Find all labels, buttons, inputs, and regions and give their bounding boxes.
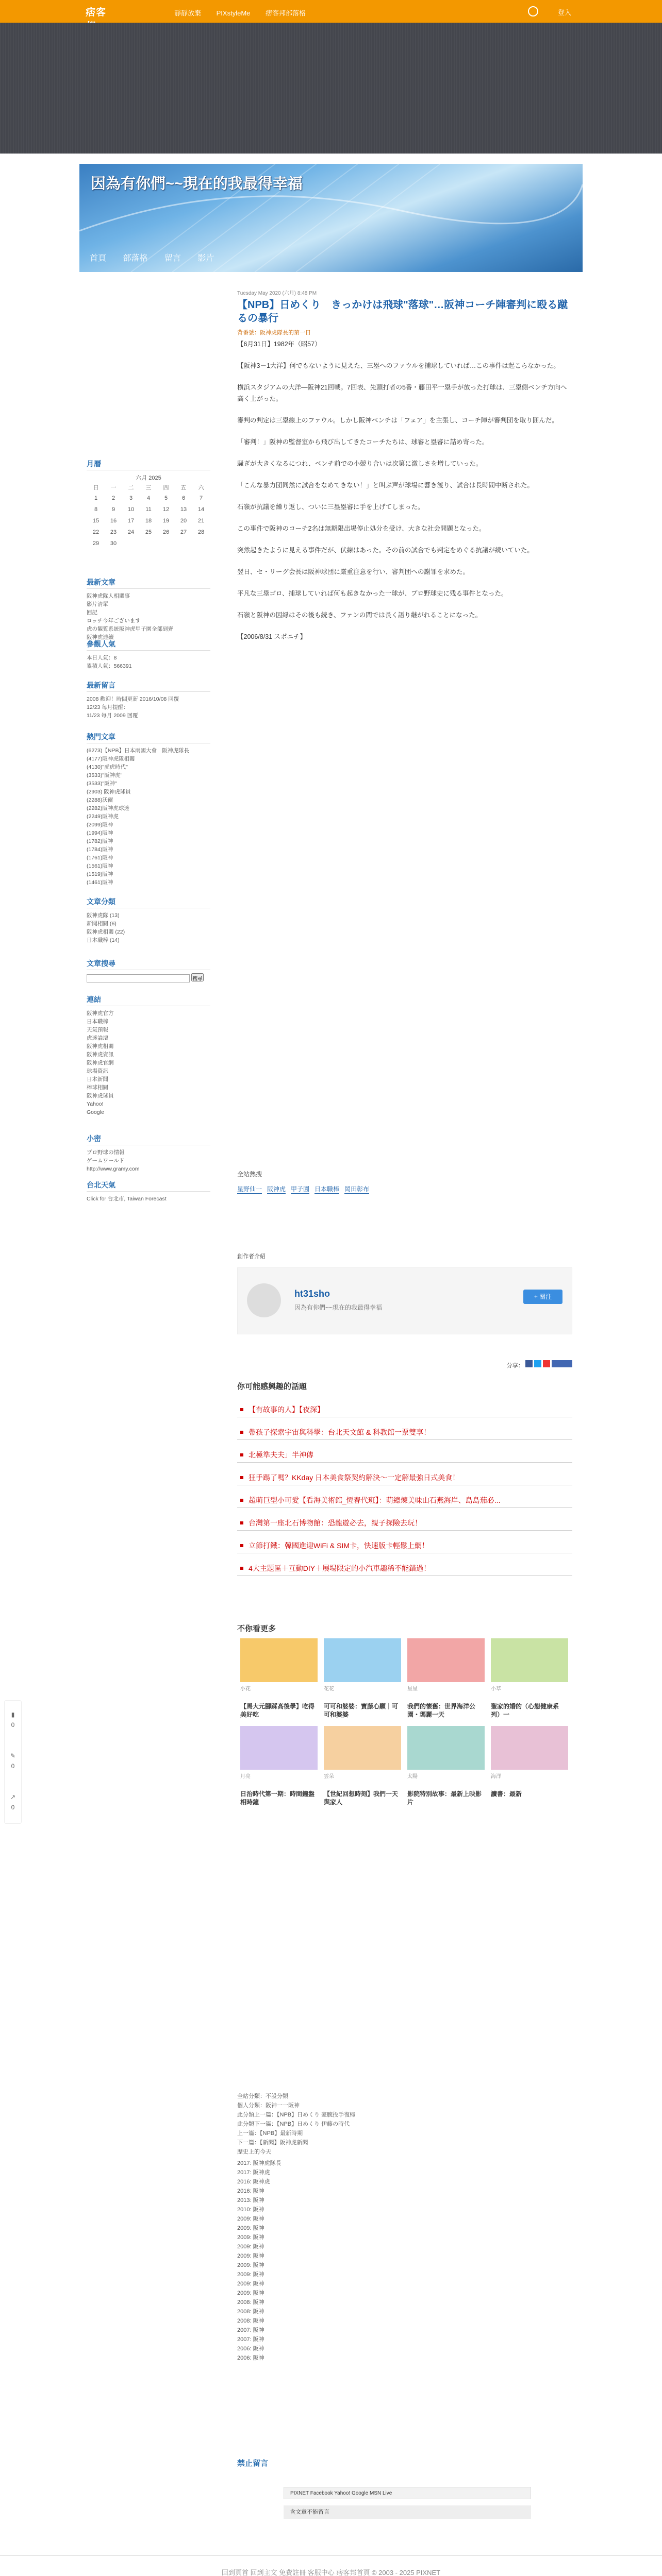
calendar-day[interactable]: 30	[110, 540, 117, 547]
newest-title: 最新文章	[87, 577, 210, 589]
blog-header	[79, 164, 583, 272]
article-card[interactable]	[240, 1638, 318, 1719]
history-item[interactable]: 2017: 阪神虎	[237, 2170, 270, 2176]
calendar-day[interactable]: 29	[92, 540, 100, 547]
calendar-day[interactable]: 4	[146, 495, 151, 501]
card-title[interactable]: 我們的懷舊：世界海洋公園・瑪麗一天	[407, 1703, 476, 1718]
calendar-weekday: 二	[128, 485, 134, 491]
history-item[interactable]: 2009: 阪神	[237, 2234, 264, 2241]
card-title[interactable]: 影院特別故事：最新上映影片	[407, 1790, 482, 1806]
category-item[interactable]: 阪神虎相關 (22)	[87, 929, 125, 935]
calendar-day[interactable]: 1	[94, 495, 98, 501]
history-item[interactable]: 2009: 阪神	[237, 2272, 264, 2278]
hot-widget	[87, 732, 210, 887]
calendar-day[interactable]	[193, 538, 209, 549]
card-thumbnail[interactable]	[407, 1726, 485, 1770]
calendar-day[interactable]: 15	[92, 518, 100, 524]
card-thumbnail[interactable]	[240, 1638, 318, 1682]
post-date: Tuesday May 2020 (六月) 8:48 PM	[237, 291, 317, 296]
calendar-month: 六月 2025	[136, 475, 161, 481]
article-card[interactable]	[491, 1726, 568, 1798]
link-item[interactable]: 日本新聞	[87, 1076, 108, 1082]
history-item[interactable]: 2016: 阪神虎	[237, 2179, 270, 2185]
post-body	[237, 338, 572, 642]
post-info	[237, 2092, 572, 2363]
calendar-weekday: 五	[180, 485, 187, 491]
calendar-title: 月曆	[87, 459, 210, 470]
related-item[interactable]: 立節打鐵：韓國進迎WiFi & SIM卡，快速版卡輕鬆上網！	[237, 1538, 572, 1553]
calendar-day[interactable]: 2	[111, 495, 115, 501]
calendar-weekday: 三	[145, 485, 152, 491]
info-line[interactable]: 上一篇：【NPB】最新時期	[237, 2130, 303, 2137]
author-label	[237, 1252, 572, 1260]
share-bar	[237, 1360, 572, 1369]
tag-link[interactable]: 甲子園	[291, 1185, 310, 1193]
search-input[interactable]	[87, 974, 190, 982]
comments-title: 最新留言	[87, 680, 210, 692]
link-item[interactable]: 日本職棒	[87, 1019, 108, 1025]
blog-nav-item[interactable]: 影片	[197, 254, 214, 263]
calendar-day[interactable]: 13	[180, 506, 187, 513]
link-item[interactable]: 阪神虎官網	[87, 1060, 114, 1066]
history-item[interactable]: 2007: 阪神	[237, 2327, 264, 2333]
post-paragraph: 翌日、セ・リーグ会長は阪神球団に厳重注意を行い、審判団への謝罪を求めた。	[237, 568, 470, 575]
card-thumbnail[interactable]	[491, 1726, 568, 1770]
visitors-widget	[87, 639, 210, 670]
hot-item[interactable]: (1761)阪神	[87, 855, 113, 861]
comments-widget	[87, 680, 210, 720]
article	[237, 289, 572, 653]
calendar-day[interactable]	[123, 538, 139, 549]
blog-nav-item[interactable]: 留言	[164, 254, 181, 263]
link-item[interactable]: 阪神虎官方	[87, 1010, 114, 1016]
link-item[interactable]: Google	[87, 1109, 104, 1115]
category-item[interactable]: 日本職棒 (14)	[87, 937, 120, 943]
article-card[interactable]	[407, 1638, 485, 1719]
category-item[interactable]: 阪神虎隊 (13)	[87, 912, 120, 919]
login-button[interactable]: 登入	[557, 9, 571, 16]
twitter-icon[interactable]	[534, 1360, 541, 1367]
calendar-weekday: 六	[198, 485, 204, 491]
link-item[interactable]: 虎迷論壇	[87, 1035, 108, 1041]
author-sub: 因為有你們~~現在的我最得幸福	[294, 1304, 383, 1311]
tags-section	[237, 1170, 572, 1194]
related-item[interactable]: 4大主題區＋互動DIY＋展場限定的小汽車趣稀不能錯過！	[237, 1561, 572, 1576]
history-item[interactable]: 2009: 阪神	[237, 2244, 264, 2250]
blog-title[interactable]: 因為有你們~~現在的我最得幸福	[91, 176, 303, 192]
ad-banner	[0, 23, 662, 154]
calendar-day[interactable]: 18	[145, 518, 152, 524]
search-widget	[87, 958, 210, 982]
hot-item[interactable]: (1782)阪神	[87, 838, 113, 844]
calendar-day[interactable]: 26	[162, 529, 170, 535]
category-title: 文章分類	[87, 896, 210, 908]
visitor-today: 本日人氣：8	[87, 655, 117, 661]
hot-item[interactable]: (2903) 阪神虎球員	[87, 789, 131, 795]
calendar-day[interactable]: 20	[180, 518, 187, 524]
link-item[interactable]: 球場資訊	[87, 1068, 108, 1074]
share-label: 分享：	[506, 1363, 524, 1369]
info-line[interactable]: 此分類上一篇：【NPB】日めくり 豪腕投手復帰	[237, 2112, 356, 2118]
like-button[interactable]	[552, 1360, 572, 1367]
calendar-widget	[87, 459, 210, 550]
calendar-day[interactable]: 27	[180, 529, 187, 535]
avatar[interactable]	[247, 1283, 281, 1317]
nav-item[interactable]: 靜靜放棄	[174, 9, 202, 17]
hot-item[interactable]: (2099)阪神	[87, 822, 113, 828]
card-thumbnail[interactable]	[407, 1638, 485, 1682]
post-paragraph: 騒ぎが大きくなるにつれ、ベンチ前での小競り合いは次第に激しさを増していった。	[237, 460, 483, 467]
author-card	[237, 1267, 572, 1334]
tag-link[interactable]: 日本職棒	[315, 1185, 340, 1193]
article-card[interactable]	[240, 1726, 318, 1806]
calendar-day[interactable]: 12	[162, 506, 170, 513]
card-user[interactable]: 花花	[324, 1686, 334, 1692]
nav-item[interactable]: PIXstyleMe	[216, 9, 251, 17]
link-item[interactable]: 天氣預報	[87, 1027, 108, 1033]
hot-item[interactable]: (1461)阪神	[87, 879, 113, 886]
weather-title: 台北天氣	[87, 1180, 210, 1192]
history-item[interactable]: 2009: 阪神	[237, 2290, 264, 2296]
blog-nav-item[interactable]: 首頁	[90, 254, 107, 263]
pixnet-logo[interactable]: 痞客	[86, 7, 107, 18]
newest-item[interactable]: ロッチ今年ございます	[87, 618, 141, 624]
calendar-day[interactable]	[175, 538, 192, 549]
calendar-day[interactable]: 5	[164, 495, 168, 501]
post-paragraph: 「審判！」阪神の監督室から飛び出してきたコーチたちは、球審と塁審に詰め寄った。	[237, 438, 489, 446]
card-thumbnail[interactable]	[324, 1726, 401, 1770]
link-item[interactable]: 阪神虎相關	[87, 1043, 114, 1049]
info-line[interactable]: 全站分類：不設分類	[237, 2093, 288, 2099]
post-paragraph: 石嶺と阪神の因縁はその後も続き、ファンの間では長く語り継がれることになった。	[237, 612, 482, 619]
history-item[interactable]: 2017: 阪神虎隊長	[237, 2160, 282, 2166]
search-title: 文章搜尋	[87, 958, 210, 970]
post-title[interactable]: 【NPB】日めくり きっかけは飛球"落球"…阪神コーチ陣審判に殴る蹴るの暴行	[237, 299, 568, 324]
post-paragraph: 「こんな暴力団同然に試合をなめてきない！」と叫ぶ声が球場に響き渡り、試合は長時間中断された。	[237, 482, 534, 489]
history-item[interactable]: 2009: 阪神	[237, 2225, 264, 2231]
hot-item[interactable]: (2282)阪神虎球迷	[87, 805, 129, 811]
hot-item[interactable]: (4130)"虎虎時代"	[87, 764, 128, 770]
blog-nav	[90, 251, 228, 263]
info-line[interactable]: 歷史上的今天	[237, 2149, 271, 2155]
search-button[interactable]: 搜尋	[191, 973, 204, 981]
article-card[interactable]	[407, 1726, 485, 1806]
calendar-day[interactable]: 16	[110, 518, 117, 524]
history-item[interactable]: 2009: 阪神	[237, 2281, 264, 2287]
related-item[interactable]: 超萌巨型小可愛【看海美術館_恆春代班】：萌總煉美味山石燕海岸、島島茄必...	[237, 1493, 572, 1508]
small-item[interactable]: ゲームワールド	[87, 1158, 125, 1164]
hot-title: 熱門文章	[87, 732, 210, 743]
calendar-day[interactable]	[158, 538, 174, 549]
history-item[interactable]: 2008: 阪神	[237, 2299, 264, 2306]
info-line[interactable]: 個人分類：阪神一一阪神	[237, 2103, 300, 2109]
hot-item[interactable]: (1784)阪神	[87, 846, 113, 853]
calendar-day[interactable]: 9	[111, 506, 115, 513]
comment-item[interactable]: 12/23 每月提醒：	[87, 704, 129, 710]
card-thumbnail[interactable]	[491, 1638, 568, 1682]
card-title[interactable]: 讀書：最新	[491, 1790, 522, 1798]
post-tags-line[interactable]: 背番號：阪神虎隊長的第一日	[237, 330, 311, 336]
nav-item[interactable]: 痞客邦部落格	[266, 9, 306, 17]
small-item[interactable]: プロ野球の情報	[87, 1149, 125, 1156]
history-item[interactable]: 2008: 阪神	[237, 2318, 264, 2324]
comment-icon[interactable]: ✎	[10, 1752, 16, 1759]
hot-item[interactable]: (1519)阪神	[87, 871, 113, 877]
hot-item[interactable]: (1994)阪神	[87, 830, 113, 836]
calendar-day[interactable]: 3	[129, 495, 133, 501]
card-user[interactable]: 海洋	[491, 1774, 501, 1780]
link-item[interactable]: 阪神虎球員	[87, 1093, 114, 1099]
calendar-day[interactable]: 25	[145, 529, 152, 535]
plurk-icon[interactable]	[543, 1360, 550, 1367]
post-paragraph: 審判の判定は三塁線上のファウル。しかし阪神ベンチは「フェア」を主張し、コーチ陣が審判団を取り囲んだ。	[237, 417, 558, 424]
newest-item[interactable]: 回記	[87, 609, 97, 616]
more-title: 不你看更多	[237, 1624, 276, 1633]
article-card[interactable]	[491, 1638, 568, 1719]
calendar-day[interactable]: 21	[197, 518, 205, 524]
article-card[interactable]	[324, 1726, 401, 1806]
card-user[interactable]: 小草	[491, 1686, 501, 1692]
card-user[interactable]: 星星	[407, 1686, 418, 1692]
newest-item[interactable]: 阪神虎隊人相關事	[87, 593, 130, 599]
calendar-day[interactable]: 14	[197, 506, 205, 513]
card-title[interactable]: 【世紀回想時刻】我們一天與家人	[324, 1790, 399, 1806]
forbid-note: 含文章不能留言	[284, 2505, 531, 2519]
calendar-day[interactable]: 7	[199, 495, 203, 501]
calendar-day[interactable]	[140, 538, 157, 549]
forbid-section	[237, 2458, 572, 2519]
calendar-day[interactable]: 10	[127, 506, 135, 513]
footer: 回到頁首 回到主文 免費註冊 客服中心 痞客邦首頁 © 2003 - 2025 PIXNET	[0, 2555, 662, 2576]
hot-item[interactable]: (2288)沃爾	[87, 797, 113, 803]
card-user[interactable]: 月亮	[240, 1774, 251, 1780]
bookmark-count: 0	[11, 1721, 15, 1728]
link-item[interactable]: 棒球相關	[87, 1084, 108, 1091]
calendar-day[interactable]: 11	[145, 506, 152, 513]
more-section	[237, 1623, 572, 1634]
calendar-weekday: 一	[110, 485, 117, 491]
category-item[interactable]: 新聞相關 (6)	[87, 921, 117, 927]
share-count: 0	[11, 1804, 15, 1811]
card-title[interactable]: 可可和婆婆：寶藤心願｜可可和婆婆	[324, 1703, 399, 1718]
tag-link[interactable]: 阪神虎	[267, 1185, 286, 1193]
info-line[interactable]: 此分類下一篇：【NPB】日めくり 伊藤の時代	[237, 2121, 350, 2127]
related-title: 你可能感興趣的話題	[237, 1382, 307, 1391]
history-item[interactable]: 2010: 阪神	[237, 2207, 264, 2213]
weather-link[interactable]: Click for 台北市, Taiwan Forecast	[87, 1196, 167, 1202]
bookmark-icon[interactable]: ▮	[11, 1711, 15, 1718]
card-user[interactable]: 雲朵	[324, 1774, 334, 1780]
hot-item[interactable]: (3533)"阪神虎"	[87, 772, 123, 778]
post-paragraph: 横浜スタジアムの大洋―阪神21回戦。7回表、先頭打者の5番・藤田平一塁手が放った打球は、三塁側ベンチ方向へ高く上がった。	[237, 384, 567, 402]
author-label-text: 創作者介紹	[237, 1253, 266, 1260]
tag-link[interactable]: 岡田彰布	[344, 1185, 370, 1193]
comment-count: 0	[11, 1762, 15, 1770]
hot-item[interactable]: (4177)阪神虎隊相關	[87, 756, 135, 762]
card-thumbnail[interactable]	[240, 1726, 318, 1770]
article-card[interactable]	[324, 1638, 401, 1719]
card-title[interactable]: 【馬大元腳踩高後學】吃得美好吃	[240, 1703, 315, 1718]
comment-item[interactable]: 2008 歡迎！時間更新 2016/10/08 回覆	[87, 696, 179, 702]
post-paragraph: この事件で阪神のコーチ2名は無期限出場停止処分を受け、大きな社会問題となった。	[237, 525, 486, 532]
calendar-day[interactable]: 6	[181, 495, 186, 501]
card-title[interactable]: 聖家的婚的（心態健康系列）一	[491, 1703, 559, 1718]
top-bar	[0, 0, 662, 23]
forbid-title: 禁止留言	[237, 2459, 269, 2468]
weather-widget	[87, 1180, 210, 1203]
history-item[interactable]: 2006: 阪神	[237, 2346, 264, 2352]
calendar-weekday: 日	[93, 485, 99, 491]
newest-item[interactable]: 阪神虎連續	[87, 634, 114, 640]
login-providers[interactable]: PIXNET Facebook Yahoo! Google MSN Live	[284, 2487, 531, 2499]
history-item[interactable]: 2013: 阪神	[237, 2197, 264, 2204]
related-item[interactable]: 狂手踢了嗎？KKday 日本美食祭契約解決～一定解最強日式美食！	[237, 1470, 572, 1485]
share-icon[interactable]: ↗	[10, 1793, 16, 1801]
info-line[interactable]: 下一篇：【新聞】阪神虎新聞	[237, 2140, 308, 2146]
hot-item[interactable]: (3533)"阪神"	[87, 781, 117, 787]
link-item[interactable]: Yahoo!	[87, 1101, 104, 1107]
calendar-day[interactable]: 28	[197, 529, 205, 535]
related-section	[237, 1381, 572, 1583]
history-item[interactable]: 2016: 阪神	[237, 2188, 264, 2194]
hot-item[interactable]: (2249)阪神虎	[87, 814, 119, 820]
history-item[interactable]: 2006: 阪神	[237, 2355, 264, 2361]
small-item[interactable]: http://www.gramy.com	[87, 1166, 140, 1172]
post-paragraph: 【6月31日】1982年（昭57）	[237, 341, 321, 348]
tags-label: 全站熱搜	[237, 1171, 262, 1178]
floating-bar	[4, 1700, 22, 1824]
calendar-day[interactable]: 8	[94, 506, 98, 513]
card-title[interactable]: 日治時代第一期：時間鐘盤相時鐘	[240, 1790, 315, 1806]
history-item[interactable]: 2009: 阪神	[237, 2216, 264, 2222]
card-thumbnail[interactable]	[324, 1638, 401, 1682]
calendar-weekday: 四	[163, 485, 169, 491]
calendar-table	[87, 482, 210, 550]
calendar-day[interactable]: 19	[162, 518, 170, 524]
top-nav	[174, 8, 319, 18]
category-widget	[87, 896, 210, 944]
comment-item[interactable]: 11/23 每月 2009 回覆	[87, 713, 138, 719]
post-paragraph: 【2006/8/31 スポニチ】	[237, 633, 307, 640]
link-item[interactable]: 阪神虎資訊	[87, 1052, 114, 1058]
history-item[interactable]: 2009: 阪神	[237, 2253, 264, 2259]
hot-item[interactable]: (1561)阪神	[87, 863, 113, 869]
visitor-total: 累積人氣：566391	[87, 663, 132, 669]
hot-item[interactable]: (6273)【NPB】日本兩國大會 阪神虎隊長	[87, 748, 189, 754]
calendar-day[interactable]: 17	[127, 518, 135, 524]
related-item[interactable]: 【有故事的人】【夜深】	[237, 1402, 572, 1417]
card-user[interactable]: 太陽	[407, 1774, 418, 1780]
history-item[interactable]: 2009: 阪神	[237, 2262, 264, 2268]
newest-item[interactable]: 虎の観覧系統阪神虎甲子園全部到齊	[87, 626, 173, 632]
facebook-icon[interactable]	[525, 1360, 533, 1367]
post-paragraph: 【阪神3－1大洋】何でもないように見えた、三塁へのファウルを捕球していれば…この事件は起こらなかった。	[237, 362, 560, 369]
author-name[interactable]: ht31sho	[294, 1289, 330, 1299]
user-icon[interactable]	[528, 6, 538, 16]
tag-link[interactable]: 星野仙一	[237, 1185, 262, 1193]
history-item[interactable]: 2008: 阪神	[237, 2309, 264, 2315]
post-paragraph: 平凡な三塁ゴロ、捕球していれば何も起きなかった一球が、プロ野球史に残る事件となった。	[237, 590, 508, 597]
calendar-day[interactable]: 24	[127, 529, 135, 535]
calendar-day[interactable]: 22	[92, 529, 100, 535]
follow-button[interactable]: + 關注	[523, 1290, 562, 1304]
newest-widget	[87, 577, 210, 641]
card-user[interactable]: 小花	[240, 1686, 251, 1692]
calendar-day[interactable]: 23	[110, 529, 117, 535]
visitors-title: 參觀人氣	[87, 639, 210, 651]
small-widget	[87, 1133, 210, 1173]
history-item[interactable]: 2007: 阪神	[237, 2336, 264, 2343]
blog-nav-item[interactable]: 部落格	[123, 254, 148, 263]
related-item[interactable]: 北極準夫夫」半神傳	[237, 1447, 572, 1463]
links-title: 連結	[87, 994, 210, 1006]
small-title: 小密	[87, 1133, 210, 1145]
links-widget	[87, 994, 210, 1116]
post-paragraph: 突然起きたように見える事件だが、伏線はあった。その前の試合でも判定をめぐる抗議が続いていた。	[237, 547, 534, 554]
related-item[interactable]: 台灣第一座北石博物館：恐龍遊必去，親子探險去玩！	[237, 1515, 572, 1531]
newest-item[interactable]: 影片清單	[87, 601, 108, 607]
related-item[interactable]: 帶孩子探索宇宙與科學：台北天文館 & 科教館一票雙享！	[237, 1425, 572, 1440]
post-paragraph: 石嶺が抗議を繰り返し、ついに三塁塁審に手を上げてしまった。	[237, 503, 424, 511]
